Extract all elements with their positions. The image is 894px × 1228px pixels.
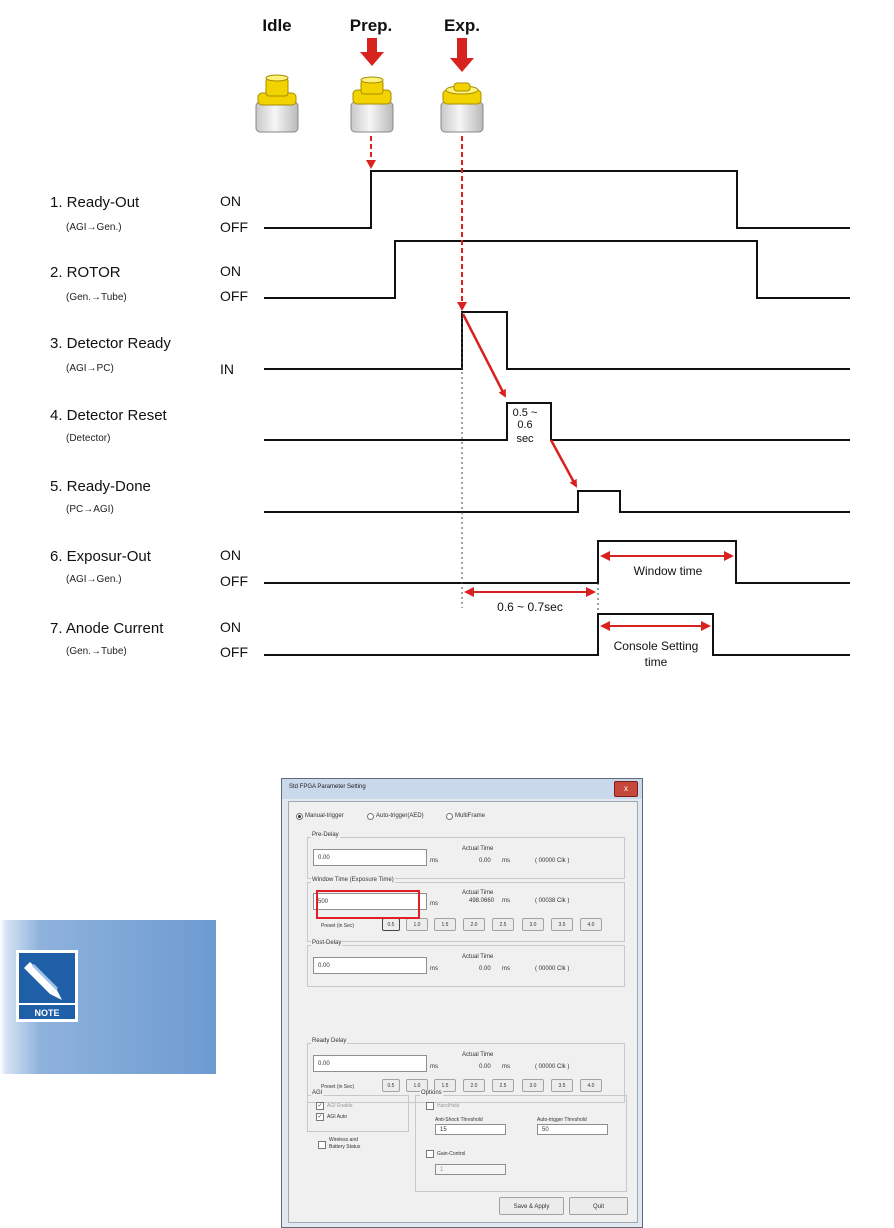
pre-delay-label: Pre-Delay <box>312 832 339 838</box>
waveform-anode-current <box>264 614 850 655</box>
agi-label: AGI <box>312 1090 323 1096</box>
quit-button[interactable]: Quit <box>569 1197 628 1215</box>
signal-2-off-label: OFF <box>220 288 248 304</box>
state-exp-label: Exp. <box>444 16 480 35</box>
window-preset-0.5-button[interactable]: 0.5 <box>382 918 400 931</box>
ready-preset-2.5-button[interactable]: 2.5 <box>492 1079 514 1092</box>
agi-enable-label: AGI Enable <box>327 1103 353 1109</box>
gain-control-input[interactable]: 1 <box>435 1164 506 1175</box>
signal-4-dir: (Detector) <box>66 433 111 444</box>
signal-7-off-label: OFF <box>220 644 248 660</box>
state-idle-label: Idle <box>262 16 292 35</box>
auto-trigger-threshold-input[interactable]: 50 <box>537 1124 608 1135</box>
post-delay-unit: ms <box>430 966 438 972</box>
window-time-actual-label: Actual Time <box>462 890 494 896</box>
ready-preset-4.0-button[interactable]: 4.0 <box>580 1079 602 1092</box>
signal-6-on-label: ON <box>220 547 241 563</box>
reset-duration-line3: sec <box>516 433 534 445</box>
handheld-checkbox[interactable] <box>426 1102 434 1110</box>
waveform-exposure-out <box>264 541 850 583</box>
dialog-client-area <box>288 801 638 1223</box>
handheld-label: HandHeld <box>437 1103 460 1109</box>
save-apply-button[interactable]: Save & Apply <box>499 1197 564 1215</box>
agi-enable-checkbox[interactable]: ✓ <box>317 1103 323 1109</box>
signal-7-dir: (Gen.→Tube) <box>66 646 127 657</box>
waveform-ready-done <box>264 491 850 512</box>
ready-preset-1.5-button[interactable]: 1.5 <box>434 1079 456 1092</box>
signal-1-dir: (AGI→Gen.) <box>66 222 122 233</box>
agi-auto-checkbox[interactable]: ✓ <box>317 1114 323 1120</box>
ready-delay-unit: ms <box>430 1064 438 1070</box>
prep-switch-icon <box>351 77 393 132</box>
window-time-label: Window Time (Exposure Time) <box>312 877 394 883</box>
window-preset-1.0-button[interactable]: 1.0 <box>406 918 428 931</box>
ready-preset-2.0-button[interactable]: 2.0 <box>463 1079 485 1092</box>
manual-trigger-label: Manual-trigger <box>305 813 344 819</box>
ready-to-reset-arrow <box>463 314 505 396</box>
window-preset-2.0-button[interactable]: 2.0 <box>463 918 485 931</box>
reset-to-done-arrow <box>551 440 576 486</box>
ready-preset-1.0-button[interactable]: 1.0 <box>406 1079 428 1092</box>
signal-6-dir: (AGI→Gen.) <box>66 574 122 585</box>
wireless-battery-checkbox[interactable] <box>318 1141 326 1149</box>
options-group <box>415 1095 627 1192</box>
anti-shock-input[interactable]: 15 <box>435 1124 506 1135</box>
ready-delay-actual-unit: ms <box>502 1064 510 1070</box>
note-label: NOTE <box>34 1008 60 1018</box>
signal-6-off-label: OFF <box>220 573 248 589</box>
window-preset-3.5-button[interactable]: 3.5 <box>551 918 573 931</box>
exp-trigger-arrowhead <box>457 302 467 311</box>
dialog-title: Std FPGA Parameter Setting <box>289 784 366 790</box>
signal-1-off-label: OFF <box>220 219 248 235</box>
window-time-clk: ( 00038 Clk ) <box>535 898 570 904</box>
window-time-input[interactable]: 500 <box>313 893 427 910</box>
window-time-actual-unit: ms <box>502 898 510 904</box>
post-delay-actual-unit: ms <box>502 966 510 972</box>
signal-1-on-label: ON <box>220 193 241 209</box>
auto-trigger-radio[interactable] <box>367 813 374 820</box>
delay-label: 0.6 ~ 0.7sec <box>497 600 563 614</box>
signal-6-name: 6. Exposur-Out <box>50 548 151 565</box>
signal-2-name: 2. ROTOR <box>50 264 121 281</box>
signal-3-in-label: IN <box>220 361 234 377</box>
reset-duration-line2: 0.6 <box>517 419 533 431</box>
ready-preset-3.5-button[interactable]: 3.5 <box>551 1079 573 1092</box>
multiframe-label: MultiFrame <box>455 813 486 819</box>
prep-push-arrow <box>360 38 384 66</box>
post-delay-clk: ( 00000 Clk ) <box>535 966 570 972</box>
note-box <box>0 920 216 1074</box>
delay-arrow-right <box>586 587 596 597</box>
ready-delay-label: Ready Delay <box>312 1038 347 1044</box>
wireless-label-line2: Battery Status <box>329 1144 361 1150</box>
signal-4-name: 4. Detector Reset <box>50 407 167 424</box>
window-time-unit: ms <box>430 901 438 907</box>
ready-delay-actual-label: Actual Time <box>462 1052 494 1058</box>
window-time-label: Window time <box>633 564 703 578</box>
pre-delay-actual-label: Actual Time <box>462 846 494 852</box>
window-time-arrow-left <box>600 551 610 561</box>
window-preset-3.0-button[interactable]: 3.0 <box>522 918 544 931</box>
state-prep-label: Prep. <box>349 16 393 35</box>
post-delay-label: Post-Delay <box>312 940 342 946</box>
exp-push-arrow <box>450 38 474 72</box>
window-time-actual-value: 498.0660 <box>469 898 495 904</box>
close-button[interactable]: x <box>614 781 638 797</box>
console-time-arrow-right <box>701 621 711 631</box>
wireless-label-line1: Wireless and <box>329 1137 358 1143</box>
window-time-arrow-right <box>724 551 734 561</box>
signal-3-dir: (AGI→PC) <box>66 363 114 374</box>
console-time-arrow-left <box>600 621 610 631</box>
window-preset-2.5-button[interactable]: 2.5 <box>492 918 514 931</box>
signal-1-name: 1. Ready-Out <box>50 194 140 211</box>
manual-trigger-radio[interactable] <box>296 813 303 820</box>
window-preset-4.0-button[interactable]: 4.0 <box>580 918 602 931</box>
ready-preset-label: Preset (in Sec) <box>321 1084 355 1090</box>
post-delay-actual-value: 0.00 <box>479 966 491 972</box>
multiframe-radio[interactable] <box>446 813 453 820</box>
pre-delay-unit: ms <box>430 858 438 864</box>
ready-delay-clk: ( 00000 Clk ) <box>535 1064 570 1070</box>
ready-preset-3.0-button[interactable]: 3.0 <box>522 1079 544 1092</box>
pre-delay-clk: ( 00000 Clk ) <box>535 858 570 864</box>
waveform-detector-ready <box>264 312 850 369</box>
delay-arrow-left <box>464 587 474 597</box>
dialog-titlebar[interactable] <box>282 779 642 799</box>
exp-switch-icon <box>441 83 483 132</box>
post-delay-actual-label: Actual Time <box>462 954 494 960</box>
waveform-ready-out <box>264 171 850 228</box>
post-delay-input[interactable]: 0.00 <box>313 957 427 974</box>
window-preset-label: Preset (in Sec) <box>321 923 355 929</box>
ready-preset-0.5-button[interactable]: 0.5 <box>382 1079 400 1092</box>
console-time-label-line2: time <box>644 655 668 669</box>
signal-5-dir: (PC→AGI) <box>66 504 114 515</box>
window-preset-1.5-button[interactable]: 1.5 <box>434 918 456 931</box>
waveform-detector-reset <box>264 403 850 440</box>
pre-delay-input[interactable]: 0.00 <box>313 849 427 866</box>
console-time-label-line1: Console Setting <box>613 639 699 653</box>
auto-trigger-threshold-label: Auto-trigger Threshold <box>537 1117 587 1123</box>
signal-2-dir: (Gen.→Tube) <box>66 292 127 303</box>
window-time-highlight-box <box>316 890 420 919</box>
gain-control-label: Gain-Control <box>437 1151 466 1157</box>
note-pencil-icon <box>16 950 78 1022</box>
reset-duration-line1: 0.5 ~ <box>512 407 538 419</box>
signal-7-on-label: ON <box>220 619 241 635</box>
pre-delay-actual-unit: ms <box>502 858 510 864</box>
agi-auto-label: AGI Auto <box>327 1114 348 1120</box>
gain-control-checkbox[interactable] <box>426 1150 434 1158</box>
signal-7-name: 7. Anode Current <box>50 620 164 637</box>
fpga-parameter-dialog <box>281 778 643 1228</box>
pre-delay-actual-value: 0.00 <box>479 858 491 864</box>
anti-shock-label: Anti-Shock Threshold <box>435 1117 483 1123</box>
ready-delay-input[interactable]: 0.00 <box>313 1055 427 1072</box>
signal-5-name: 5. Ready-Done <box>50 478 151 495</box>
auto-trigger-label: Auto-trigger(AED) <box>376 813 424 819</box>
signal-3-name: 3. Detector Ready <box>50 335 171 352</box>
options-label: Options <box>421 1090 442 1096</box>
signal-2-on-label: ON <box>220 263 241 279</box>
ready-delay-actual-value: 0.00 <box>479 1064 491 1070</box>
idle-switch-icon <box>256 75 298 132</box>
waveform-rotor <box>264 241 850 298</box>
prep-trigger-arrowhead <box>366 160 376 169</box>
